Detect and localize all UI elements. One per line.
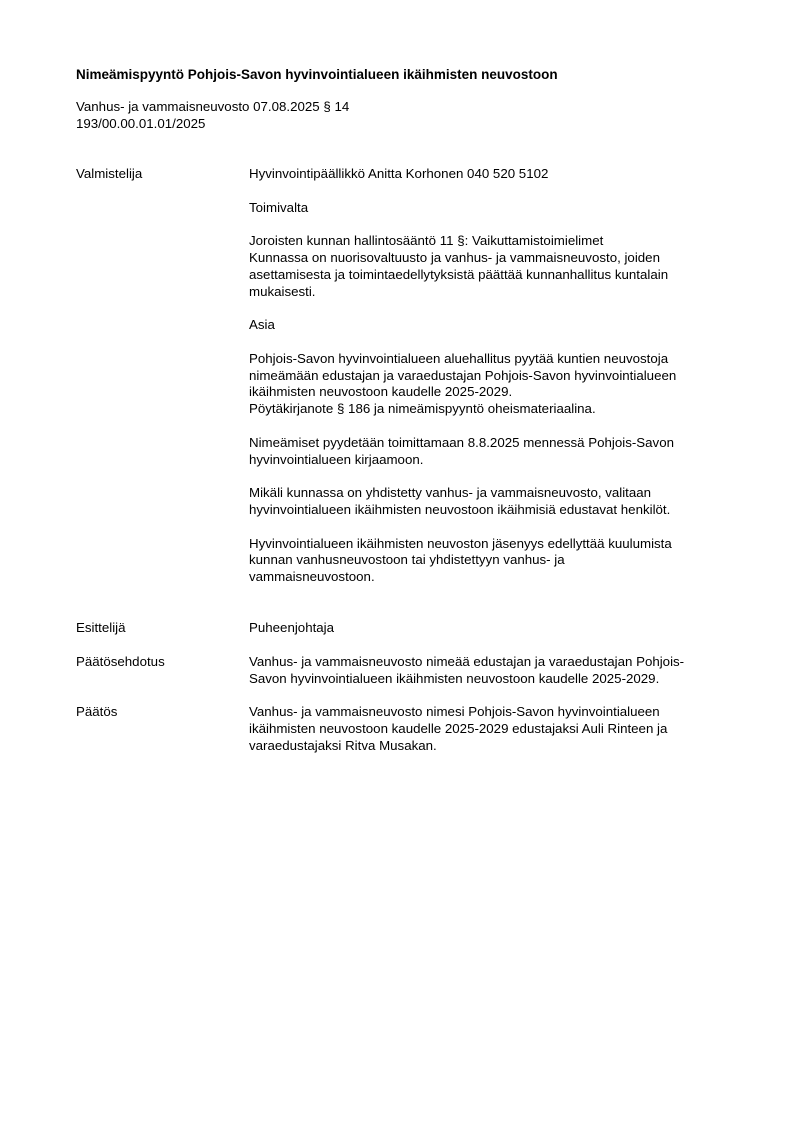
section-content — [249, 620, 736, 637]
paragraph-nimeamiset: Nimeämiset pyydetään toimittamaan 8.8.2025 mennessä Pohjois-Savon hyvinvointialueen kirjaamoon. — [249, 434, 674, 467]
section-label: Päätösehdotus — [76, 653, 165, 669]
section-label: Esittelijä — [76, 619, 126, 635]
document-title: Nimeämispyyntö Pohjois-Savon hyvinvointialueen ikäihmisten neuvostoon — [76, 67, 558, 82]
section-valmistelija — [76, 166, 736, 586]
presenter-text: Puheenjohtaja — [249, 619, 335, 635]
decision-text: Vanhus- ja vammaisneuvosto nimesi Pohjois-Savon hyvinvointialueen ikäihmisten neuvostoon kaudelle 2025-2029 edustajaksi Auli Rinteen ja varaedustajaksi Ritva Musakan. — [249, 704, 668, 753]
meeting-reference: Vanhus- ja vammaisneuvosto 07.08.2025 § 14 — [76, 99, 350, 114]
section-paatos — [76, 704, 736, 754]
case-number: 193/00.00.01.01/2025 — [76, 115, 206, 131]
paragraph-jasenyys: Hyvinvointialueen ikäihmisten neuvoston jäsenyys edellyttää kuulumista kunnan vanhusneuvostoon tai yhdistettyyn vanhus- ja vammaisneuvostoon. — [249, 535, 672, 585]
section-content — [249, 704, 736, 754]
subheading-toimivalta: Toimivalta — [249, 199, 309, 215]
section-label: Päätös — [76, 704, 118, 720]
paragraph-mikali: Mikäli kunnassa on yhdistetty vanhus- ja vammaisneuvosto, valitaan hyvinvointialueen ikäihmisten neuvostoon ikäihmisiä edustavat henkilöt. — [249, 485, 671, 517]
section-label: Valmistelija — [76, 166, 143, 181]
section-paatosehdotus — [76, 654, 736, 688]
paragraph-hallintosaanto: Joroisten kunnan hallintosääntö 11 §: Vaikuttamistoimielimet Kunnassa on nuorisovaltuusto ja vanhus- ja vammaisneuvosto, joiden asettamisesta ja toimintaedellytyksistä päättää kunnanhallitus kuntalain mukaisesti. — [249, 233, 669, 299]
proposal-text: Vanhus- ja vammaisneuvosto nimeää edustajan ja varaedustajan Pohjois- Savon hyvinvointialueen ikäihmisten neuvostoon kaudelle 2025-2029. — [249, 653, 685, 686]
section-esittelija — [76, 620, 736, 637]
paragraph-aluehallitus: Pohjois-Savon hyvinvointialueen aluehallitus pyytää kuntien neuvostoja nimeämään edustajan ja varaedustajan Pohjois-Savon hyvinvointialueen ikäihmisten neuvostoon kaudelle 2025-2029. Pöytäkirjanote § 186 ja nimeämispyyntö oheismateriaalina. — [249, 350, 677, 417]
preparer-line: Hyvinvointipäällikkö Anitta Korhonen 040 520 5102 — [249, 166, 549, 181]
section-content — [249, 654, 736, 688]
section-content — [249, 166, 736, 586]
document-page — [76, 66, 736, 755]
subheading-asia: Asia — [249, 317, 275, 333]
meeting-meta — [76, 99, 736, 132]
